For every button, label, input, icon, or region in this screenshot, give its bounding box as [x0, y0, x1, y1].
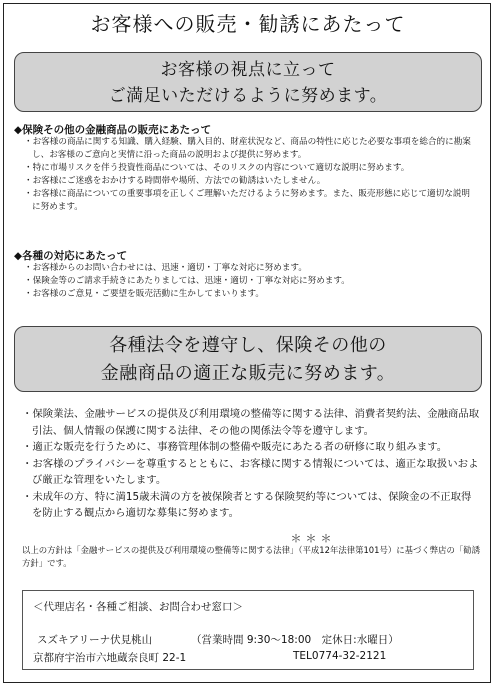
- business-hours: （営業時間 9:30～18:00 定休日:水曜日）: [191, 634, 399, 646]
- policy-note: 以上の方針は「金融サービスの提供及び利用環境の整備等に関する法律」（平成12年法律第101号）に基づく弊店の「勧誘方針」です。: [22, 545, 480, 568]
- store-name: スズキアリーナ伏見桃山: [37, 634, 153, 646]
- law-compliance-list: [22, 406, 480, 522]
- list-item: ・特に市場リスクを伴う投資性商品については、そのリスクの内容について適切な説明に努めます。: [24, 163, 410, 173]
- separator-stars: ＊＊＊: [290, 532, 336, 545]
- section-heading-response: ◆各種の対応にあたって: [14, 250, 128, 262]
- list-item: ・お客様に商品についての重要事項を正しくご理解いただけるように努めます。また、販売形態に応じて適切な説明に努めます。: [24, 189, 471, 212]
- store-address: 京都府宇治市六地蔵奈良町 22-1: [33, 652, 187, 664]
- page-title: お客様への販売・勧誘にあたって: [90, 12, 406, 36]
- list-item: ・お客様の商品に関する知識、購入経験、購入目的、財産状況など、商品の特性に応じた必要な事項を総合的に勘案し、お客様のご意向と実情に沿った商品の説明および提供に努めます。: [24, 137, 471, 160]
- list-item: ・保険金等のご請求手続きにあたりましては、迅速・適切・丁寧な対応に努めます。: [24, 276, 350, 286]
- banner-line: 各種法令を遵守し、保険その他の: [109, 335, 387, 356]
- list-item: ・適正な販売を行うために、事務管理体制の整備や販売にあたる者の研修に取り組みます。: [22, 441, 448, 453]
- response-policy-list: [24, 262, 474, 301]
- store-phone: TEL0774-32-2121: [293, 650, 387, 662]
- contact-box: [22, 590, 474, 670]
- section-heading-sales: ◆保険その他の金融商品の販売にあたって: [14, 124, 212, 136]
- banner-line: お客様の視点に立って: [160, 60, 336, 80]
- list-item: ・保険業法、金融サービスの提供及び利用環境の整備等に関する法律、消費者契約法、金融商品取引法、個人情報の保護に関する法律、その他の関係法令等を遵守します。: [22, 408, 480, 437]
- list-item: ・お客様のプライバシーを尊重するとともに、お客様に関する情報については、適正な取扱いおよび厳正な管理をいたします。: [22, 457, 479, 486]
- list-item: ・お客様にご迷惑をおかけする時間帯や場所、方法での勧誘はいたしません。: [24, 176, 326, 186]
- banner-customer-viewpoint: [14, 52, 482, 112]
- list-item: ・未成年の方、特に満15歳未満の方を被保険者とする保険契約等については、保険金の不正取得を防止する観点から適切な募集に努めます。: [22, 490, 472, 519]
- banner-law-compliance: [14, 326, 482, 392]
- list-item: ・お客様のご意見・ご要望を販売活動に生かしてまいります。: [24, 289, 264, 299]
- banner-line: 金融商品の適正な販売に努めます。: [100, 363, 396, 384]
- contact-title: ＜代理店名・各種ご相談、お問合わせ窓口＞: [33, 601, 243, 613]
- sales-policy-list: [24, 136, 474, 214]
- list-item: ・お客様からのお問い合わせには、迅速・適切・丁寧な対応に努めます。: [24, 263, 307, 273]
- banner-line: ご満足いただけるように努めます。: [108, 86, 388, 106]
